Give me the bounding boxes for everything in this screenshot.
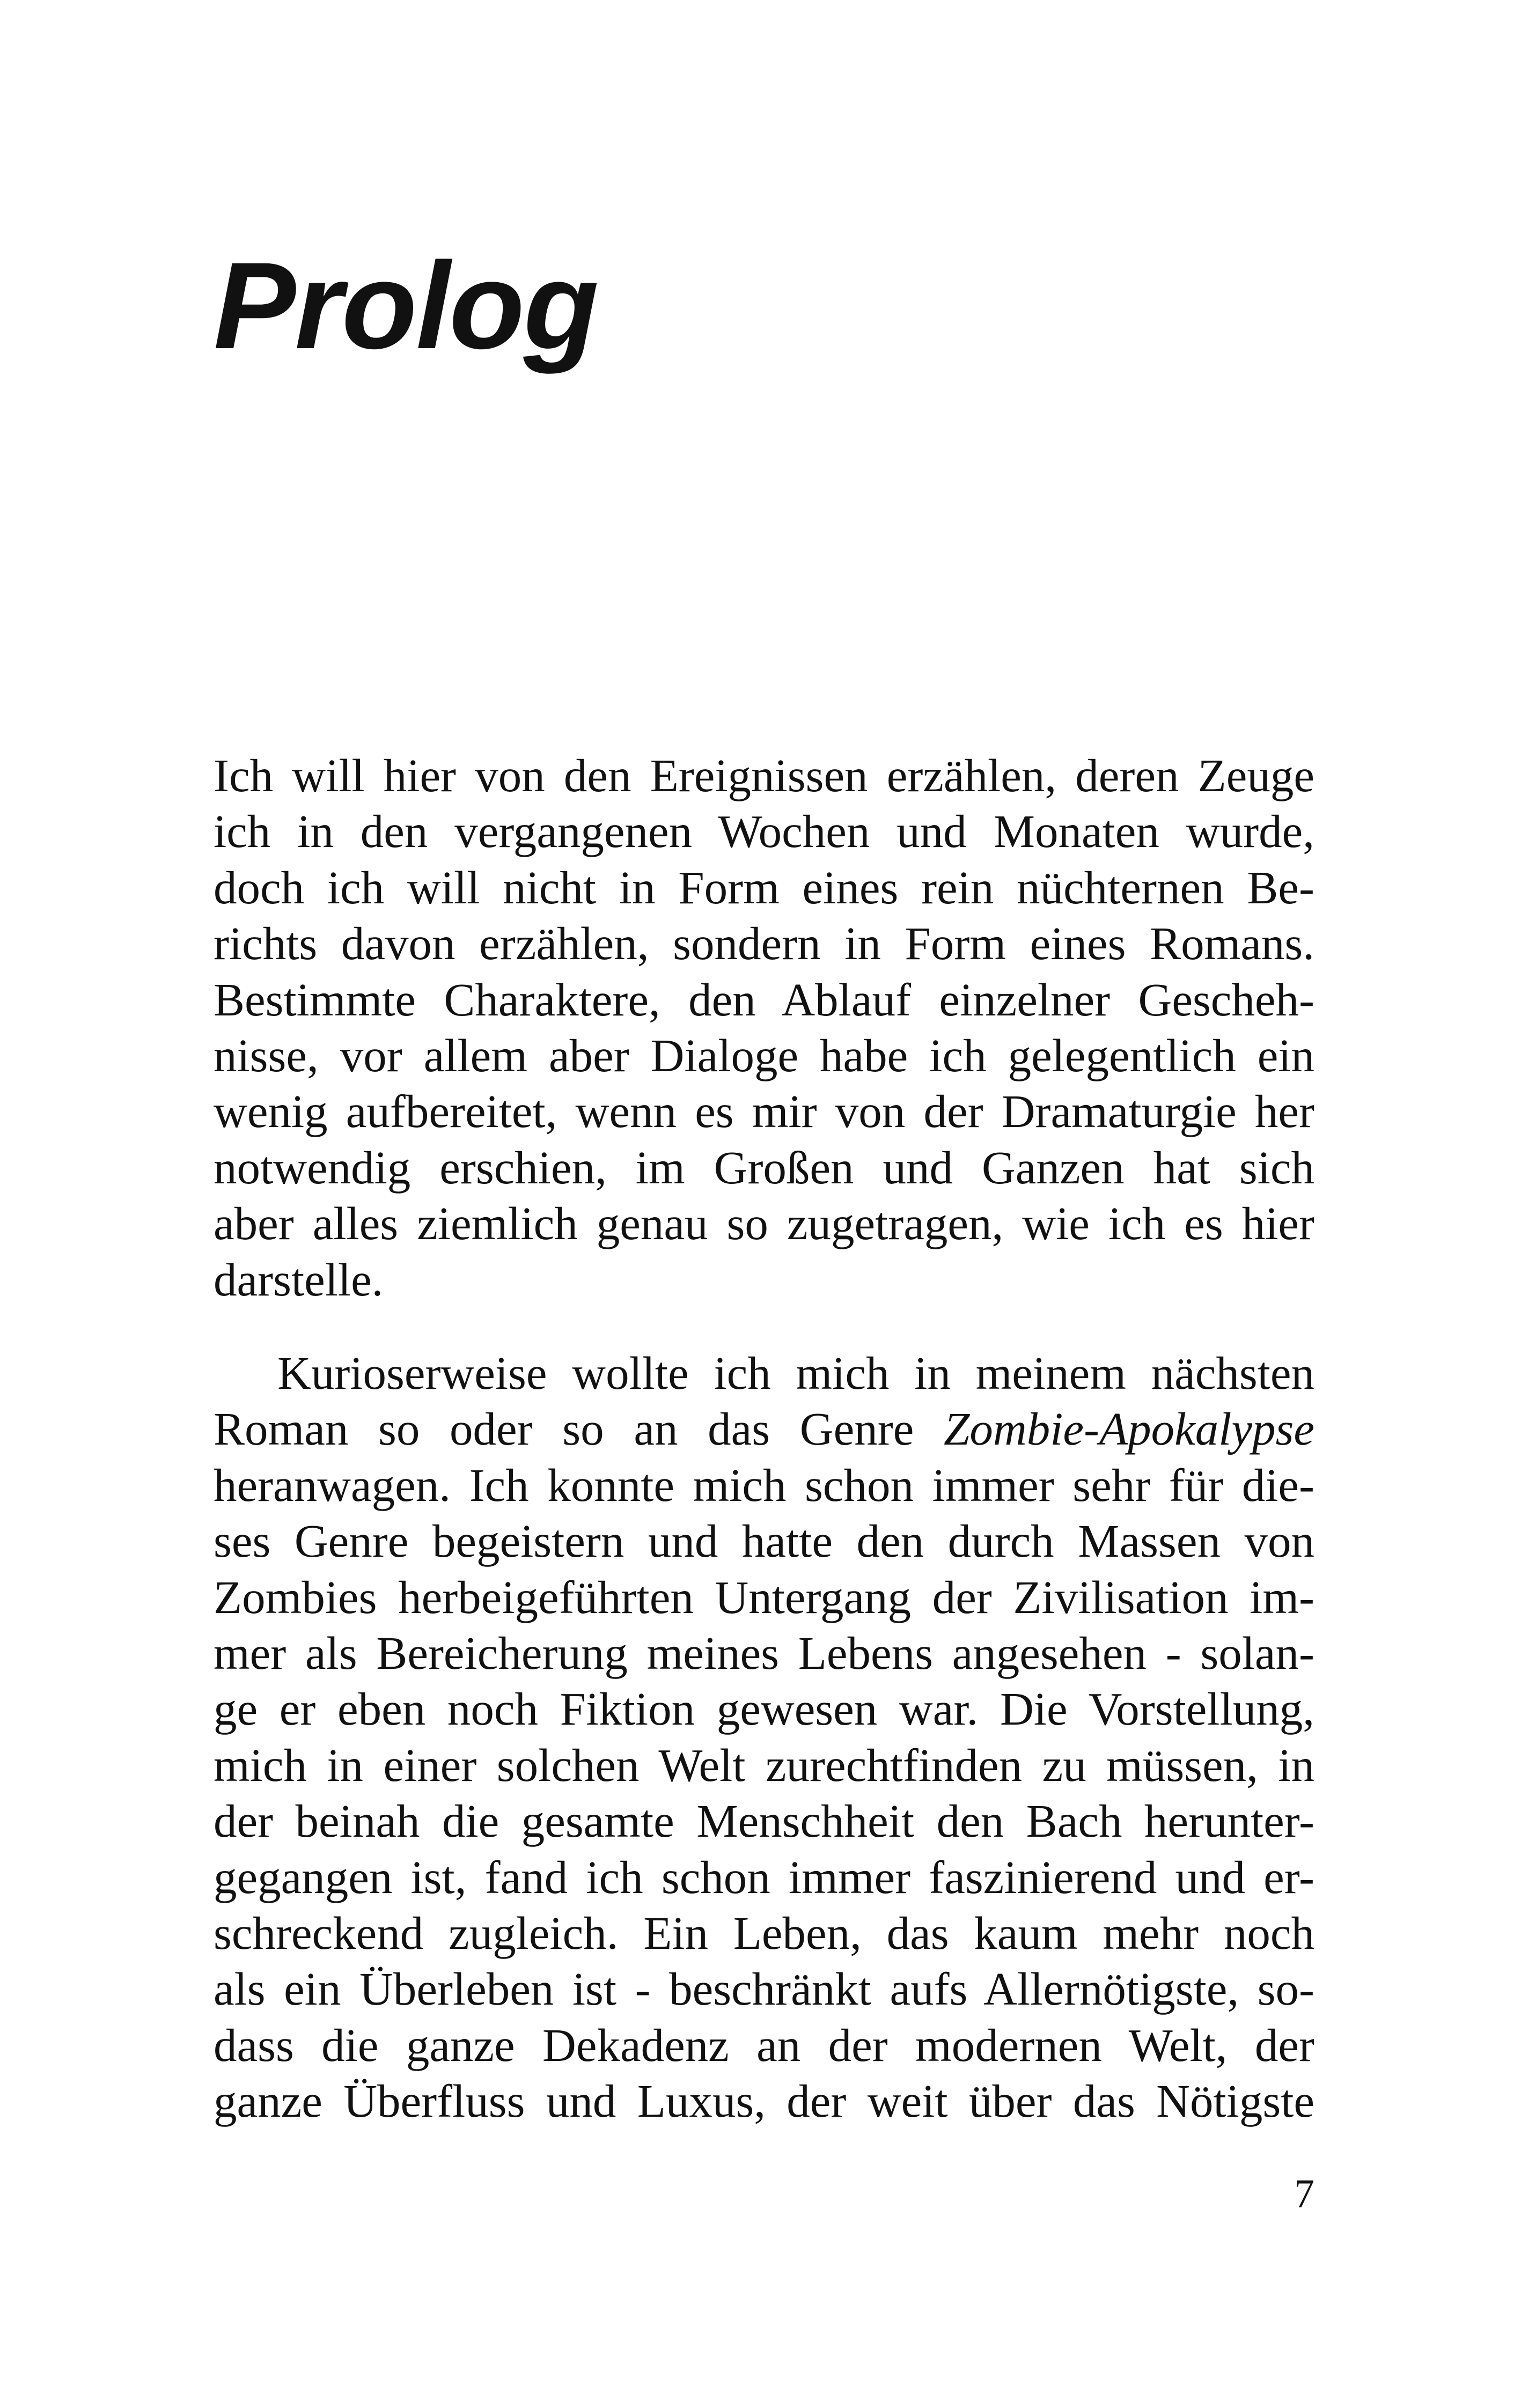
text-line: Bestimmte Charaktere, den Ablauf einzelner Gescheh- (214, 973, 1314, 1026)
text-line: ich in den vergangenen Wochen und Monaten wurde, (214, 805, 1314, 858)
text-line: ses Genre begeistern und hatte den durch Massen von (214, 1515, 1314, 1567)
text-segment: Roman so oder so an das Genre (214, 1403, 914, 1455)
text-line: aber alles ziemlich genau so zugetragen, wie ich es hier (214, 1197, 1314, 1250)
genre-emphasis: Zombie-Apokalypse (944, 1403, 1315, 1455)
text-line: Ich will hier von den Ereignissen erzählen, deren Zeuge (214, 749, 1314, 801)
text-line: richts davon erzählen, sondern in Form eines Romans. (214, 917, 1314, 970)
paragraph-2 (214, 1345, 1314, 2129)
text-line: der beinah die gesamte Menschheit den Bach herunter- (214, 1795, 1314, 1847)
text-line: gegangen ist, fand ich schon immer faszinierend und er- (214, 1851, 1314, 1903)
text-line: notwendig erschien, im Großen und Ganzen hat sich (214, 1141, 1314, 1194)
text-line-with-emphasis (214, 1401, 1314, 1457)
chapter-title: Prolog (214, 237, 598, 374)
text-line: ge er eben noch Fiktion gewesen war. Die Vorstellung, (214, 1683, 1314, 1735)
page-number: 7 (1294, 2171, 1314, 2216)
text-line: darstelle. (214, 1253, 384, 1306)
text-line: ganze Überfluss und Luxus, der weit über das Nötigste (214, 2075, 1314, 2127)
text-line: Kurioserweise wollte ich mich in meinem nächsten (277, 1347, 1314, 1399)
text-line: dass die ganze Dekadenz an der modernen Welt, der (214, 2019, 1314, 2071)
text-line: Zombies herbeigeführten Untergang der Zivilisation im- (214, 1571, 1314, 1623)
text-line: nisse, vor allem aber Dialoge habe ich gelegentlich ein (214, 1029, 1314, 1081)
text-line: heranwagen. Ich konnte mich schon immer sehr für die- (214, 1459, 1314, 1511)
text-line: doch ich will nicht in Form eines rein nüchternen Be- (214, 861, 1314, 914)
text-line: mer als Bereicherung meines Lebens angesehen - solan- (214, 1626, 1314, 1679)
text-line: als ein Überleben ist - beschränkt aufs Allernötigste, so- (214, 1963, 1314, 2015)
paragraph-1 (214, 748, 1314, 1308)
text-line: wenig aufbereitet, wenn es mir von der Dramaturgie her (214, 1085, 1314, 1138)
text-line: schreckend zugleich. Ein Leben, das kaum mehr noch (214, 1906, 1314, 1959)
text-line: mich in einer solchen Welt zurechtfinden zu müssen, in (214, 1739, 1314, 1791)
